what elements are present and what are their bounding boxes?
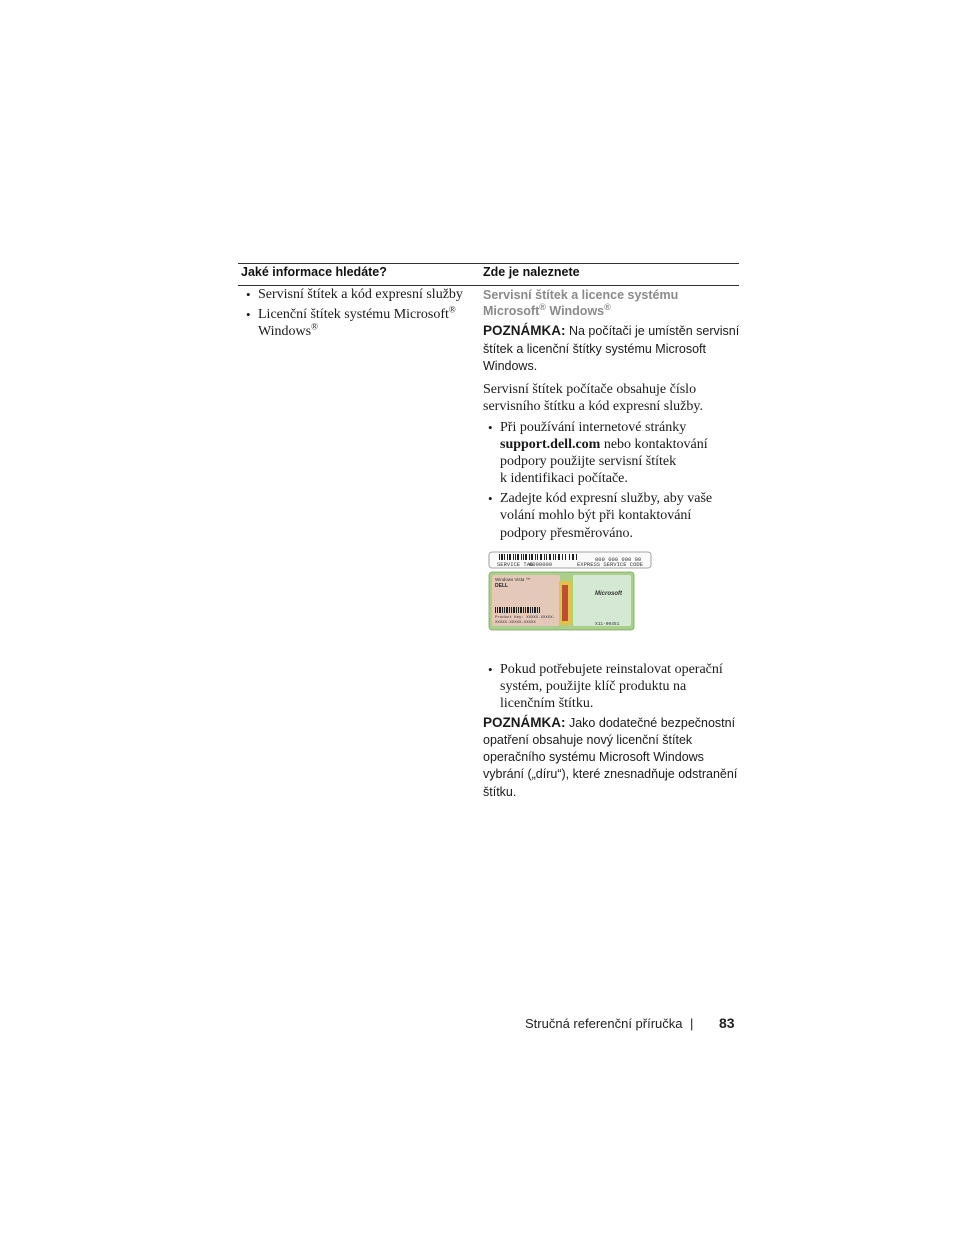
note-1-line1: POZNÁMKA: Na počítači je umístěn servisní [483,323,740,338]
service-tag-and-license-label-illustration [487,551,655,633]
coa-brand: DELL [495,583,509,589]
note-1-line3: Windows. [483,359,538,373]
support-link[interactable]: support.dell.com [500,437,601,452]
coa-microsoft: Microsoft [595,591,622,597]
paragraph-1-line2: servisního štítku a kód expresní služby. [483,399,703,414]
bullet-2-line2: volání mohlo být při kontaktování [500,508,692,523]
coa-serial: X11-00451 [595,622,620,627]
coa-os-name: Windows Vista ™ [495,577,531,582]
coa-product-key-1: Product Key: XXXXX-XXXXX- [495,616,556,620]
column-header-left: Jaké informace hledáte? [241,265,387,279]
footer-title: Stručná referenční příručka [525,1016,683,1031]
note-2-line4: vybrání („díru“), které znesnadňuje odstranění [483,767,738,781]
bullet: • [246,287,251,302]
table-top-rule [238,263,739,264]
bullet: • [488,491,493,506]
bullet-2-line1: Zadejte kód expresní služby, aby vaše [500,491,713,506]
bullet: • [488,662,493,677]
bullet-1-line3: podpory použijte servisní štítek [500,454,677,469]
express-code-label: EXPRESS SERVICE CODE [577,561,644,568]
note-2-line1: POZNÁMKA: Jako dodatečné bezpečnostní [483,715,736,730]
service-tag-value: 0000000 [529,561,553,568]
bullet: • [246,307,251,322]
left-item-license-label: Licenční štítek systému Microsoft® [258,304,456,322]
note-2-line5: štítku. [483,785,517,799]
bullet-3-line2: systém, použijte klíč produktu na [500,679,687,694]
coa-product-key-2: XXXXX-XXXXX-XXXXX [495,621,536,625]
note-1-line2: štítek a licenční štítky systému Microsoft [483,342,706,356]
service-tag-sticker [489,552,651,568]
license-sticker [489,572,634,630]
bullet: • [488,420,493,435]
note-label: POZNÁMKA: [483,715,566,730]
note-2-line3: operačního systému Microsoft Windows [483,750,704,764]
left-item-license-label-cont: Windows® [258,321,318,339]
footer-separator: | [690,1016,694,1031]
express-code-value: 000 000 000 00 [595,556,642,563]
note-2-line2: opatření obsahuje nový licenční štítek [483,733,693,747]
bullet-2-line3: podpory přesměrováno. [500,526,633,541]
bullet-1-line2: support.dell.com nebo kontaktování [500,437,708,452]
subheading-line2: Microsoft® Windows® [483,301,611,318]
bullet-1-line4: k identifikaci počítače. [500,471,628,486]
bullet-3-line1: Pokud potřebujete reinstalovat operační [500,662,723,677]
page-number: 83 [719,1015,735,1031]
left-item-service-tag: Servisní štítek a kód expresní služby [258,287,463,302]
note-label: POZNÁMKA: [483,323,566,338]
bullet-1-line1: Při používání internetové stránky [500,420,687,435]
column-header-right: Zde je naleznete [483,265,580,279]
service-tag-text: SERVICE TAG [497,561,534,568]
subheading-line1: Servisní štítek a licence systému [483,288,679,302]
paragraph-1-line1: Servisní štítek počítače obsahuje číslo [483,382,697,397]
bullet-3-line3: licenčním štítku. [500,696,594,711]
